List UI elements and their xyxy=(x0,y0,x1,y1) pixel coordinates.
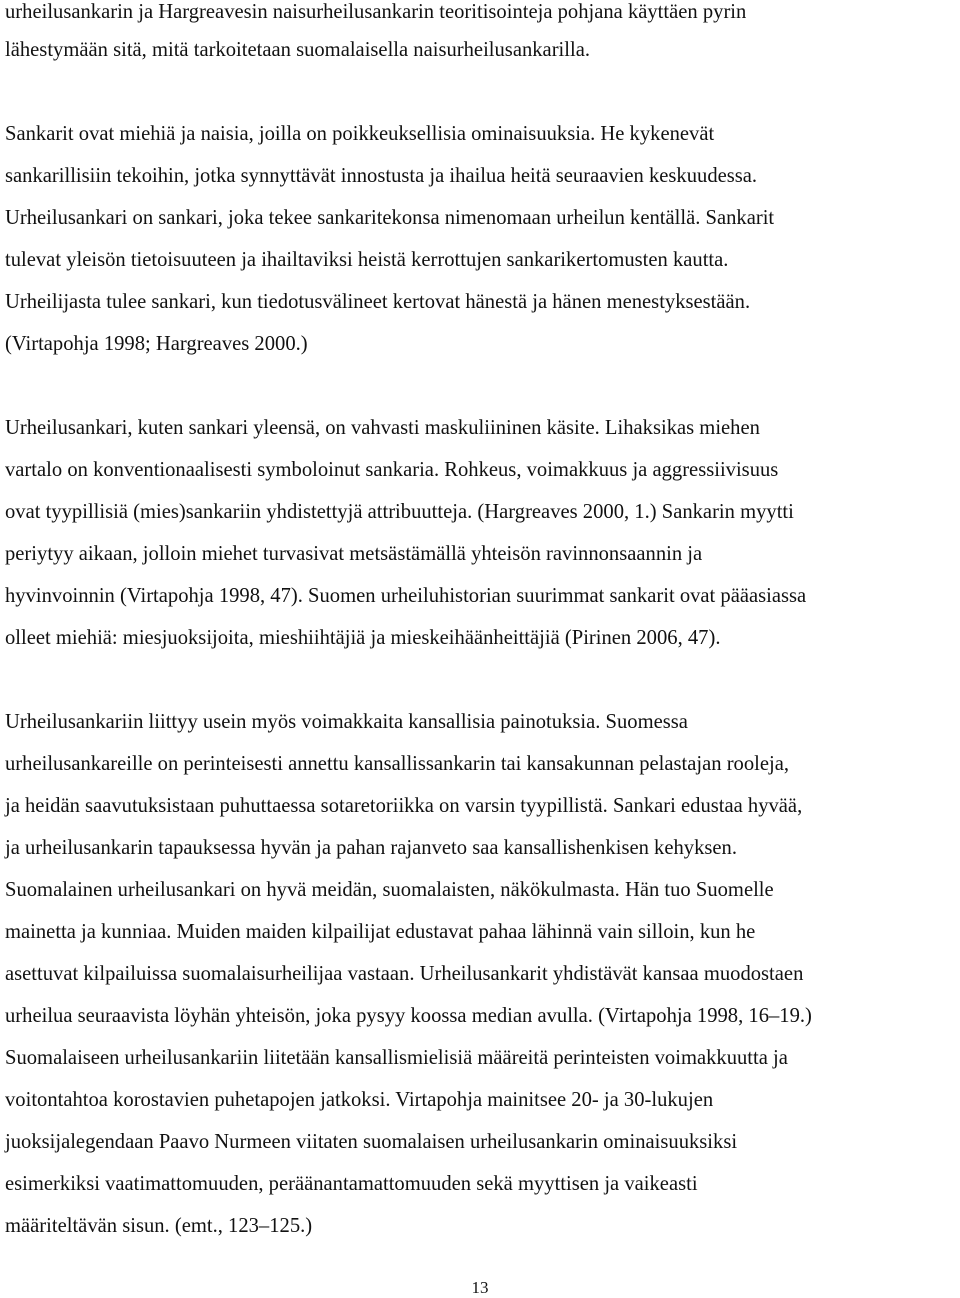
text-line: asettuvat kilpailuissa suomalaisurheilijaa vastaan. Urheilusankarit yhdistävät kansaa muodostaen xyxy=(5,963,804,985)
text-line: hyvinvoinnin (Virtapohja 1998, 47). Suomen urheiluhistorian suurimmat sankarit ovat pääasiassa xyxy=(5,585,807,607)
text-line: voitontahtoa korostavien puhetapojen jatkoksi. Virtapohja mainitsee 20- ja 30-lukujen xyxy=(5,1089,714,1111)
text-line: urheilusankareille on perinteisesti annettu kansallissankarin tai kansakunnan pelastajan rooleja, xyxy=(5,753,790,775)
text-line: tulevat yleisön tietoisuuteen ja ihailtaviksi heistä kerrottujen sankarikertomusten kautta. xyxy=(5,249,729,271)
text-line: Urheilusankariin liittyy usein myös voimakkaita kansallisia painotuksia. Suomessa xyxy=(5,711,688,733)
text-line: määriteltävän sisun. (emt., 123–125.) xyxy=(5,1215,313,1237)
text-line: Suomalainen urheilusankari on hyvä meidän, suomalaisten, näkökulmasta. Hän tuo Suomelle xyxy=(5,879,774,901)
text-line: sankarillisiin tekoihin, jotka synnyttävät innostusta ja ihailua heitä seuraavien keskuudessa. xyxy=(5,165,758,187)
text-line: Urheilusankari on sankari, joka tekee sankaritekonsa nimenomaan urheilun kentällä. Sankarit xyxy=(5,207,775,229)
text-line: Urheilijasta tulee sankari, kun tiedotusvälineet kertovat hänestä ja hänen menestyksestään. xyxy=(5,291,751,313)
text-line: Urheilusankari, kuten sankari yleensä, on vahvasti maskuliininen käsite. Lihaksikas miehen xyxy=(5,417,760,439)
text-line: ovat tyypillisiä (mies)sankariin yhdistettyjä attribuutteja. (Hargreaves 2000, 1.) Sankarin myytti xyxy=(5,501,794,523)
text-line: periytyy aikaan, jolloin miehet turvasivat metsästämällä yhteisön ravinnonsaannin ja xyxy=(5,543,703,565)
text-line: Sankarit ovat miehiä ja naisia, joilla on poikkeuksellisia ominaisuuksia. He kykenevät xyxy=(5,123,715,145)
text-line: mainetta ja kunniaa. Muiden maiden kilpailijat edustavat pahaa lähinnä vain silloin, kun he xyxy=(5,921,756,943)
text-line: juoksijalegendaan Paavo Nurmeen viitaten suomalaisen urheilusankarin ominaisuuksiksi xyxy=(5,1131,738,1153)
text-line: lähestymään sitä, mitä tarkoitetaan suomalaisella naisurheilusankarilla. xyxy=(5,39,591,61)
text-line: Suomalaiseen urheilusankariin liitetään kansallismielisiä määreitä perinteisten voimakkuutta ja xyxy=(5,1047,788,1069)
text-line: ja urheilusankarin tapauksessa hyvän ja pahan rajanveto saa kansallishenkisen kehyksen. xyxy=(5,837,737,859)
text-line: vartalo on konventionaalisesti symboloinut sankaria. Rohkeus, voimakkuus ja aggressiivisuus xyxy=(5,459,779,481)
text-line: urheilua seuraavista löyhän yhteisön, joka pysyy koossa median avulla. (Virtapohja 1998, 16–19.) xyxy=(5,1005,812,1027)
text-line: urheilusankarin ja Hargreavesin naisurheilusankarin teoritisointeja pohjana käyttäen pyrin xyxy=(5,1,747,23)
text-line: ja heidän saavutuksistaan puhuttaessa sotaretoriikka on varsin tyypillistä. Sankari edustaa hyvää, xyxy=(5,795,803,817)
text-line: esimerkiksi vaatimattomuuden, peräänantamattomuuden sekä myyttisen ja vaikeasti xyxy=(5,1173,698,1195)
text-line: olleet miehiä: miesjuoksijoita, mieshiihtäjiä ja mieskeihäänheittäjiä (Pirinen 2006, 47). xyxy=(5,627,721,649)
text-line: (Virtapohja 1998; Hargreaves 2000.) xyxy=(5,333,308,355)
page-number: 13 xyxy=(471,1278,489,1297)
